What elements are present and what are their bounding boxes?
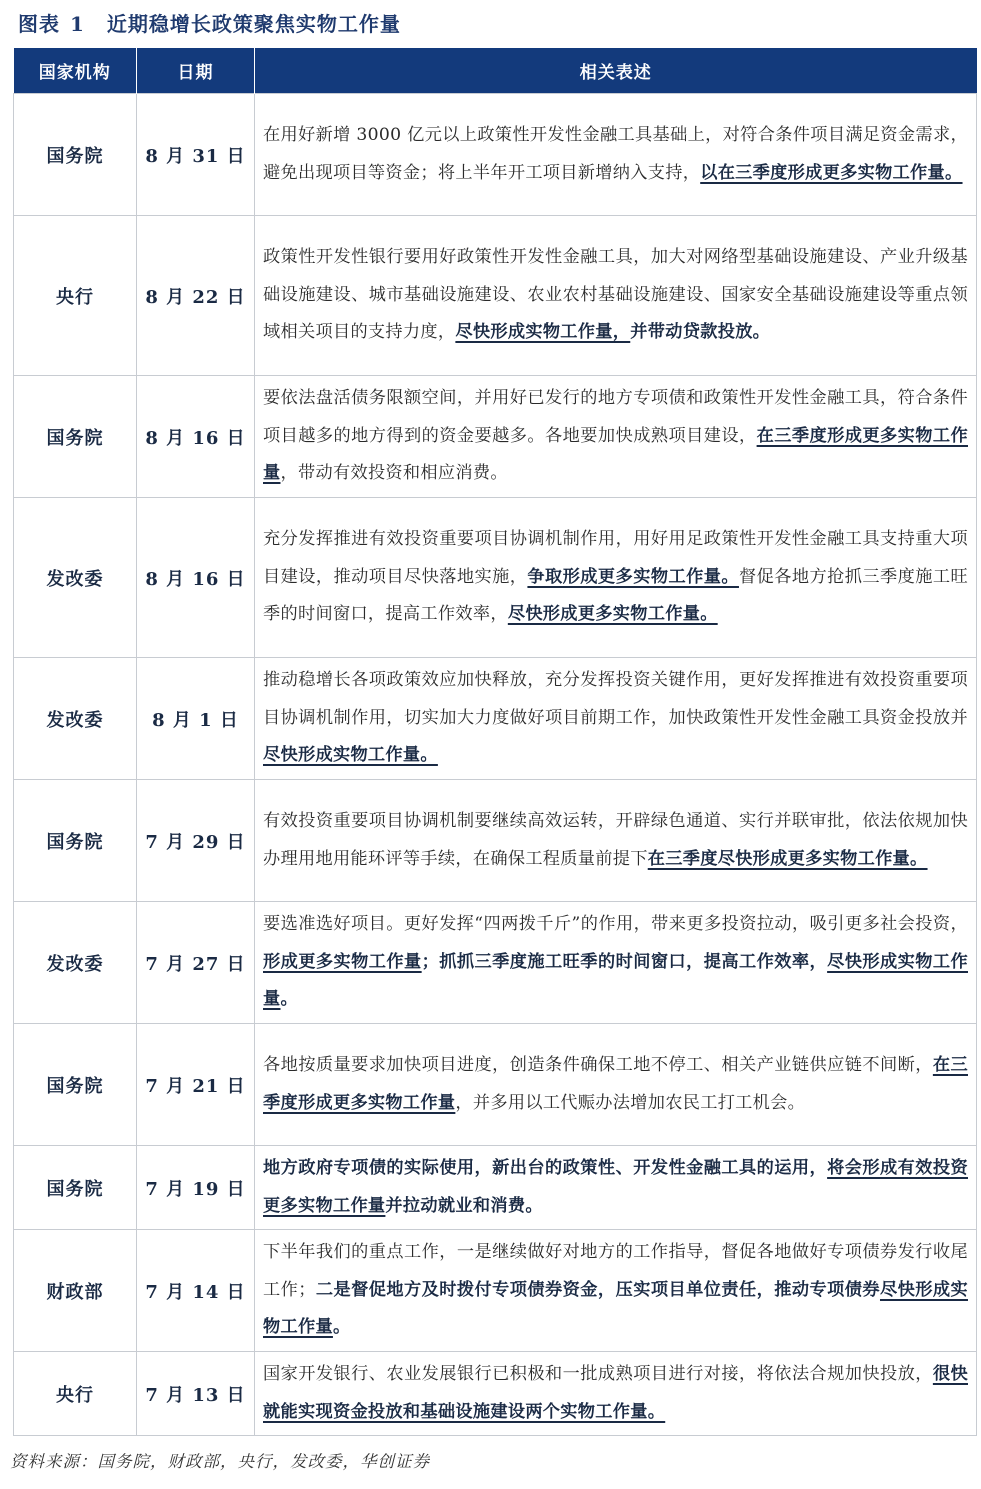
policy-table [13,48,977,1436]
description-text: 推动稳增长各项政策效应加快释放，充分发挥投资关键作用，更好发挥推进有效投资重要项目协调机制作用，切实加大力度做好项目前期工作，加快政策性开发性金融工具资金投放并 [263,670,968,728]
cell-org: 国务院 [14,1024,137,1146]
cell-description [255,1230,977,1352]
description-text: 政策性开发性银行要用好政策性开发性金融工具，加大对网络型基础设施建设、产业升级基础设施建设、城市基础设施建设、农业农村基础设施建设、国家安全基础设施建设等重点领域相关项目的支持力度， [263,247,968,343]
description-text: ，带动有效投资和相应消费。 [280,463,508,484]
cell-org: 央行 [14,216,137,376]
emphasis-text: 很快就能实现资金投放和基础设施建设两个实物工作量。 [263,1364,968,1422]
emphasis-text: 形成更多实物工作量 [263,951,422,972]
table-row [14,94,977,216]
header-desc: 相关表述 [255,48,977,94]
emphasis-text: 在三季度尽快形成更多实物工作量。 [647,848,928,869]
emphasis-text: 在三季度形成更多实物工作量 [263,425,968,484]
description-text: ；抓抓三季度施工旺季的时间窗口，提高工作效率， [421,951,828,972]
cell-date: 7 月 27 日 [137,902,255,1024]
figure-label: 图表 [18,12,60,36]
table-row [14,498,977,658]
description-text: 国家开发银行、农业发展银行已积极和一批成熟项目进行对接，将依法合规加快投放， [263,1364,933,1384]
table-row [14,902,977,1024]
cell-description [255,376,977,498]
emphasis-text: 尽快形成更多实物工作量。 [507,604,718,625]
description-text: 有效投资重要项目协调机制要继续高效运转，开辟绿色通道、实行并联审批，依法依规加快办理用地用能环评等手续，在确保工程质量前提下 [263,811,968,869]
figure-title-text: 近期稳增长政策聚焦实物工作量 [106,12,401,36]
cell-date: 8 月 31 日 [137,94,255,216]
emphasis-text: 尽快形成实物工作量， [455,322,631,343]
cell-description [255,1146,977,1230]
description-text: 要选准选好项目。更好发挥“四两拨千斤”的作用，带来更多投资拉动，吸引更多社会投资， [263,914,968,935]
emphasis-text: 尽快形成实物工作量 [263,1279,968,1338]
emphasis-text: 将会形成有效投资更多实物工作量 [263,1158,968,1216]
table-row [14,780,977,902]
header-org: 国家机构 [14,48,137,94]
cell-org: 财政部 [14,1230,137,1352]
cell-description [255,902,977,1024]
cell-description [255,1024,977,1146]
cell-org: 国务院 [14,376,137,498]
description-text: ，并多用以工代赈办法增加农民工打工机会。 [455,1092,806,1113]
cell-date: 8 月 1 日 [137,658,255,780]
cell-date: 8 月 22 日 [137,216,255,376]
description-text: 要依法盘活债务限额空间，并用好已发行的地方专项债和政策性开发性金融工具，符合条件项目越多的地方得到的资金要越多。各地要加快成熟项目建设， [263,388,968,446]
figure-number: 1 [70,12,85,36]
cell-org: 发改委 [14,498,137,658]
table-row [14,1230,977,1352]
table-row [14,1024,977,1146]
description-text: 充分发挥推进有效投资重要项目协调机制作用，用好用足政策性开发性金融工具支持重大项目建设，推动项目尽快落地实施， [263,529,968,587]
cell-description [255,498,977,658]
cell-description [255,658,977,780]
cell-date: 7 月 29 日 [137,780,255,902]
emphasis-text: 尽快形成实物工作量 [263,951,968,1010]
cell-description [255,94,977,216]
cell-date: 8 月 16 日 [137,376,255,498]
cell-date: 7 月 13 日 [137,1352,255,1436]
emphasis-text: 尽快形成实物工作量。 [263,745,438,766]
description-text: 下半年我们的重点工作，一是继续做好对地方的工作指导，督促各地做好专项债券发行收尾工作； [263,1242,968,1300]
header-date: 日期 [137,48,255,94]
cell-date: 7 月 21 日 [137,1024,255,1146]
description-text: 二是督促地方及时拨付专项债券资金，压实项目单位责任，推动专项债券 [315,1279,880,1300]
table-row [14,658,977,780]
table-header-row [14,48,977,94]
cell-org: 国务院 [14,1146,137,1230]
cell-description [255,216,977,376]
cell-date: 7 月 19 日 [137,1146,255,1230]
description-text: 。 [280,989,298,1010]
table-row [14,376,977,498]
table-row [14,1146,977,1230]
emphasis-text: 争取形成更多实物工作量。 [527,566,739,587]
description-text: 各地按质量要求加快项目进度，创造条件确保工地不停工、相关产业链供应链不间断， [263,1055,933,1075]
description-text: 。 [332,1317,351,1338]
emphasis-text: 以在三季度形成更多实物工作量。 [700,162,963,183]
description-text: 并带动贷款投放。 [630,322,771,343]
emphasis-text: 在三季度形成更多实物工作量 [263,1055,968,1113]
cell-date: 8 月 16 日 [137,498,255,658]
table-row [14,216,977,376]
table-body [14,94,977,1436]
cell-org: 国务院 [14,94,137,216]
cell-org: 发改委 [14,658,137,780]
cell-description [255,1352,977,1436]
cell-org: 国务院 [14,780,137,902]
description-text: 地方政府专项债的实际使用，新出台的政策性、开发性金融工具的运用， [263,1158,828,1178]
source-note: 资料来源：国务院，财政部，央行，发改委，华创证券 [10,1452,430,1471]
figure-title [18,8,401,37]
cell-date: 7 月 14 日 [137,1230,255,1352]
description-text: 并拉动就业和消费。 [385,1195,543,1216]
cell-org: 发改委 [14,902,137,1024]
cell-org: 央行 [14,1352,137,1436]
cell-description [255,780,977,902]
description-text: 在用好新增 3000 亿元以上政策性开发性金融工具基础上，对符合条件项目满足资金需求，避免出现项目等资金；将上半年开工项目新增纳入支持， [263,125,968,183]
table-row [14,1352,977,1436]
description-text: 督促各地方抢抓三季度施工旺季的时间窗口，提高工作效率， [263,566,968,625]
